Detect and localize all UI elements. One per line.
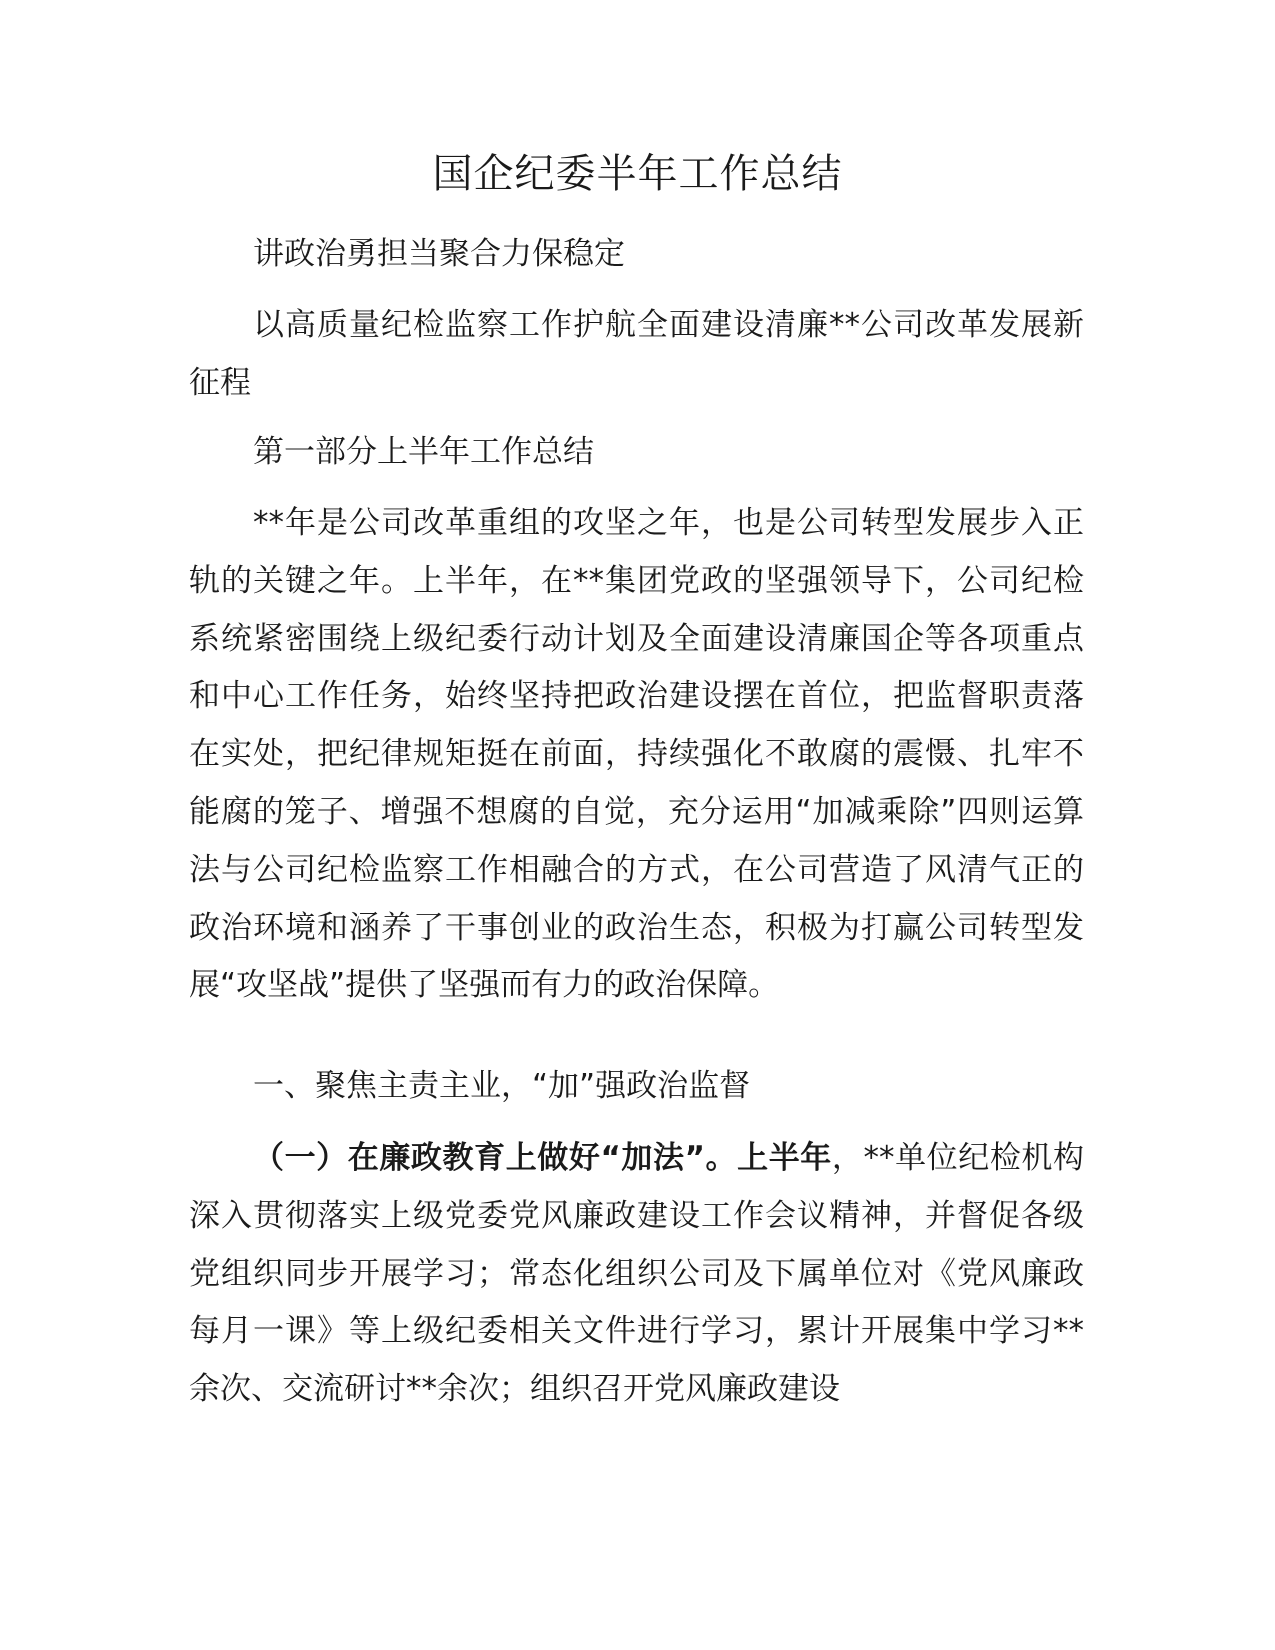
subtitle-line-1: 讲政治勇担当聚合力保稳定: [253, 236, 625, 272]
subtitle-line-2: 以高质量纪检监察工作护航全面建设清廉**公司改革发展新征程: [189, 307, 1084, 401]
part-heading: 第一部分上半年工作总结: [253, 434, 594, 470]
intro-paragraph: **年是公司改革重组的攻坚之年，也是公司转型发展步入正轨的关键之年。上半年，在**集团党政的坚强领导下，公司纪检系统紧密围绕上级纪委行动计划及全面建设清廉国企等各项重点和中心工作任务，始终坚持把政治建设摆在首位，把监督职责落在实处，把纪律规矩挺在前面，持续强化不敢腐的震慑、扎牢不能腐的笼子、增强不想腐的自觉，充分运用“加减乘除”四则运算法与公司纪检监察工作相融合的方式，在公司营造了风清气正的政治环境和涵养了干事创业的政治生态，积极为打赢公司转型发展“攻坚战”提供了坚强而有力的政治保障。: [189, 505, 1084, 1004]
item-paragraph: [189, 1130, 1084, 1419]
document-title: 国企纪委半年工作总结: [432, 151, 843, 197]
item-lead: （一）在廉政教育上做好“加法”。上半年: [253, 1140, 832, 1176]
item-text: ，**单位纪检机构深入贯彻落实上级党委党风廉政建设工作会议精神，并督促各级党组织同步开展学习；常态化组织公司及下属单位对《党风廉政每月一课》等上级纪委相关文件进行学习，累计开展集中学习**余次、交流研讨**余次；组织召开党风廉政建设: [189, 1140, 1084, 1408]
section-heading: 一、聚焦主责主业，“加”强政治监督: [253, 1068, 751, 1104]
